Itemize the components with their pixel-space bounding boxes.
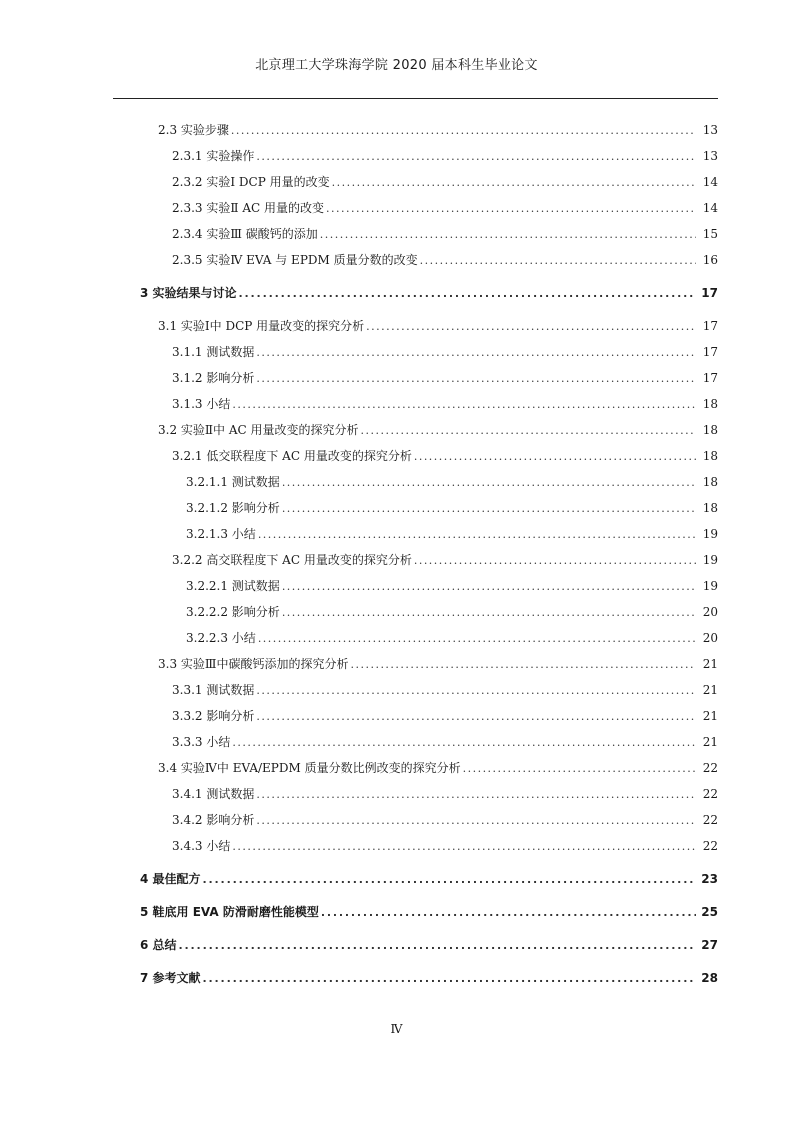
toc-entry[interactable] [172,729,718,755]
toc-entry[interactable] [158,755,718,781]
toc-entry-label: 3.3 实验Ⅲ中碳酸钙添加的探究分析 [158,657,349,671]
toc-entry-label: 3.3.3 小结 [172,735,231,749]
toc-entry-page: 21 [702,735,718,749]
toc-leader-dots [203,867,696,893]
toc-entry-label: 3.2.1.1 测试数据 [186,475,280,489]
toc-entry-label: 2.3 实验步骤 [158,123,229,137]
toc-entry[interactable] [186,469,718,495]
toc-entry-page: 25 [701,905,718,919]
toc-entry-label: 3.4 实验Ⅳ中 EVA/EPDM 质量分数比例改变的探究分析 [158,761,461,775]
toc-entry-label: 2.3.4 实验Ⅲ 碳酸钙的添加 [172,227,318,241]
toc-entry-page: 18 [702,501,718,515]
toc-entry-page: 20 [702,631,718,645]
toc-leader-dots [258,522,696,548]
toc-entry-label: 2.3.2 实验Ⅰ DCP 用量的改变 [172,175,330,189]
toc-entry-label: 7 参考文献 [140,971,201,985]
toc-leader-dots [256,782,696,808]
toc-leader-dots [203,966,696,992]
toc-entry-page: 20 [702,605,718,619]
toc-entry-page: 22 [702,839,718,853]
toc-entry-label: 2.3.1 实验操作 [172,149,255,163]
toc-entry-page: 27 [701,938,718,952]
toc-leader-dots [414,548,696,574]
toc-leader-dots [256,704,696,730]
toc-entry[interactable] [140,932,718,958]
toc-entry[interactable] [172,143,718,169]
toc-entry[interactable] [172,221,718,247]
toc-leader-dots [256,340,696,366]
toc-entry-page: 15 [702,227,718,241]
toc-entry[interactable] [158,417,718,443]
toc-entry-page: 16 [702,253,718,267]
toc-entry[interactable] [172,677,718,703]
toc-entry-page: 18 [702,475,718,489]
toc-leader-dots [321,900,696,926]
toc-entry[interactable] [172,703,718,729]
toc-entry[interactable] [140,866,718,892]
toc-leader-dots [463,756,696,782]
toc-entry[interactable] [172,247,718,273]
toc-entry-page: 22 [702,761,718,775]
toc-entry[interactable] [172,443,718,469]
toc-entry-page: 18 [702,423,718,437]
toc-entry-label: 6 总结 [140,938,177,952]
toc-entry-page: 19 [702,553,718,567]
toc-entry-page: 21 [702,709,718,723]
toc-entry-label: 2.3.5 实验Ⅳ EVA 与 EPDM 质量分数的改变 [172,253,418,267]
toc-entry-label: 5 鞋底用 EVA 防滑耐磨性能模型 [140,905,319,919]
toc-entry[interactable] [172,391,718,417]
toc-entry-label: 3.3.2 影响分析 [172,709,255,723]
toc-leader-dots [282,496,696,522]
toc-entry-page: 14 [702,175,718,189]
toc-entry-label: 3.1 实验Ⅰ中 DCP 用量改变的探究分析 [158,319,365,333]
toc-entry-page: 18 [702,397,718,411]
toc-entry-page: 18 [702,449,718,463]
toc-leader-dots [258,626,696,652]
toc-entry[interactable] [172,195,718,221]
toc-entry[interactable] [158,651,718,677]
toc-leader-dots [232,834,696,860]
toc-entry[interactable] [186,573,718,599]
toc-entry[interactable] [172,547,718,573]
toc-entry[interactable] [172,339,718,365]
toc-leader-dots [414,444,696,470]
toc-entry-page: 17 [702,345,718,359]
toc-leader-dots [350,652,696,678]
toc-leader-dots [361,418,696,444]
page-number: Ⅳ [390,1022,403,1036]
toc-entry-page: 13 [702,149,718,163]
toc-entry[interactable] [158,117,718,143]
toc-leader-dots [332,170,696,196]
toc-leader-dots [282,600,696,626]
toc-entry-label: 3.1.3 小结 [172,397,231,411]
toc-entry-page: 17 [702,371,718,385]
toc-entry-page: 17 [701,286,718,300]
toc-leader-dots [282,470,696,496]
toc-entry-label: 3.2.1 低交联程度下 AC 用量改变的探究分析 [172,449,412,463]
toc-entry-page: 13 [702,123,718,137]
running-header: 北京理工大学珠海学院 2020 届本科生毕业论文 [255,58,538,73]
toc-entry-page: 23 [701,872,718,886]
toc-entry-label: 3.2.1.2 影响分析 [186,501,280,515]
toc-entry-page: 28 [701,971,718,985]
toc-leader-dots [232,730,696,756]
toc-entry-page: 17 [702,319,718,333]
toc-entry-page: 19 [702,527,718,541]
toc-entry[interactable] [140,965,718,991]
toc-leader-dots [282,574,696,600]
toc-entry-page: 21 [702,657,718,671]
toc-entry[interactable] [140,899,718,925]
toc-entry-page: 14 [702,201,718,215]
toc-entry[interactable] [140,280,718,306]
toc-entry-label: 3.4.2 影响分析 [172,813,255,827]
toc-entry-label: 3.2.2 高交联程度下 AC 用量改变的探究分析 [172,553,412,567]
toc-entry[interactable] [172,833,718,859]
toc-entry[interactable] [172,365,718,391]
toc-entry-label: 3.2 实验Ⅱ中 AC 用量改变的探究分析 [158,423,359,437]
toc-entry-label: 3.3.1 测试数据 [172,683,255,697]
toc-entry[interactable] [172,169,718,195]
toc-leader-dots [256,144,696,170]
toc-entry-label: 3.1.2 影响分析 [172,371,255,385]
toc-entry-label: 3.4.1 测试数据 [172,787,255,801]
toc-entry-label: 3.2.2.2 影响分析 [186,605,280,619]
toc-entry-label: 3.2.2.3 小结 [186,631,256,645]
toc-leader-dots [366,314,696,340]
toc-leader-dots [420,248,696,274]
toc-entry[interactable] [186,521,718,547]
toc-entry[interactable] [172,807,718,833]
toc-leader-dots [256,808,696,834]
toc-leader-dots [231,118,696,144]
toc-entry[interactable] [186,599,718,625]
toc-entry-label: 3 实验结果与讨论 [140,286,237,300]
toc-entry-label: 3.2.1.3 小结 [186,527,256,541]
toc-entry[interactable] [186,625,718,651]
toc-leader-dots [256,678,696,704]
toc-entry-label: 3.2.2.1 测试数据 [186,579,280,593]
toc-entry-page: 22 [702,787,718,801]
toc-entry[interactable] [186,495,718,521]
toc-entry-label: 2.3.3 实验Ⅱ AC 用量的改变 [172,201,324,215]
toc-entry[interactable] [172,781,718,807]
toc-entry-page: 19 [702,579,718,593]
toc-entry-page: 21 [702,683,718,697]
header-divider [113,98,718,99]
toc-leader-dots [239,281,696,307]
toc-entry-label: 3.1.1 测试数据 [172,345,255,359]
toc-entry[interactable] [158,313,718,339]
toc-leader-dots [179,933,696,959]
toc-leader-dots [232,392,696,418]
toc-entry-label: 4 最佳配方 [140,872,201,886]
toc-entry-page: 22 [702,813,718,827]
toc-leader-dots [320,222,696,248]
toc-entry-label: 3.4.3 小结 [172,839,231,853]
toc-leader-dots [256,366,696,392]
toc-leader-dots [326,196,696,222]
